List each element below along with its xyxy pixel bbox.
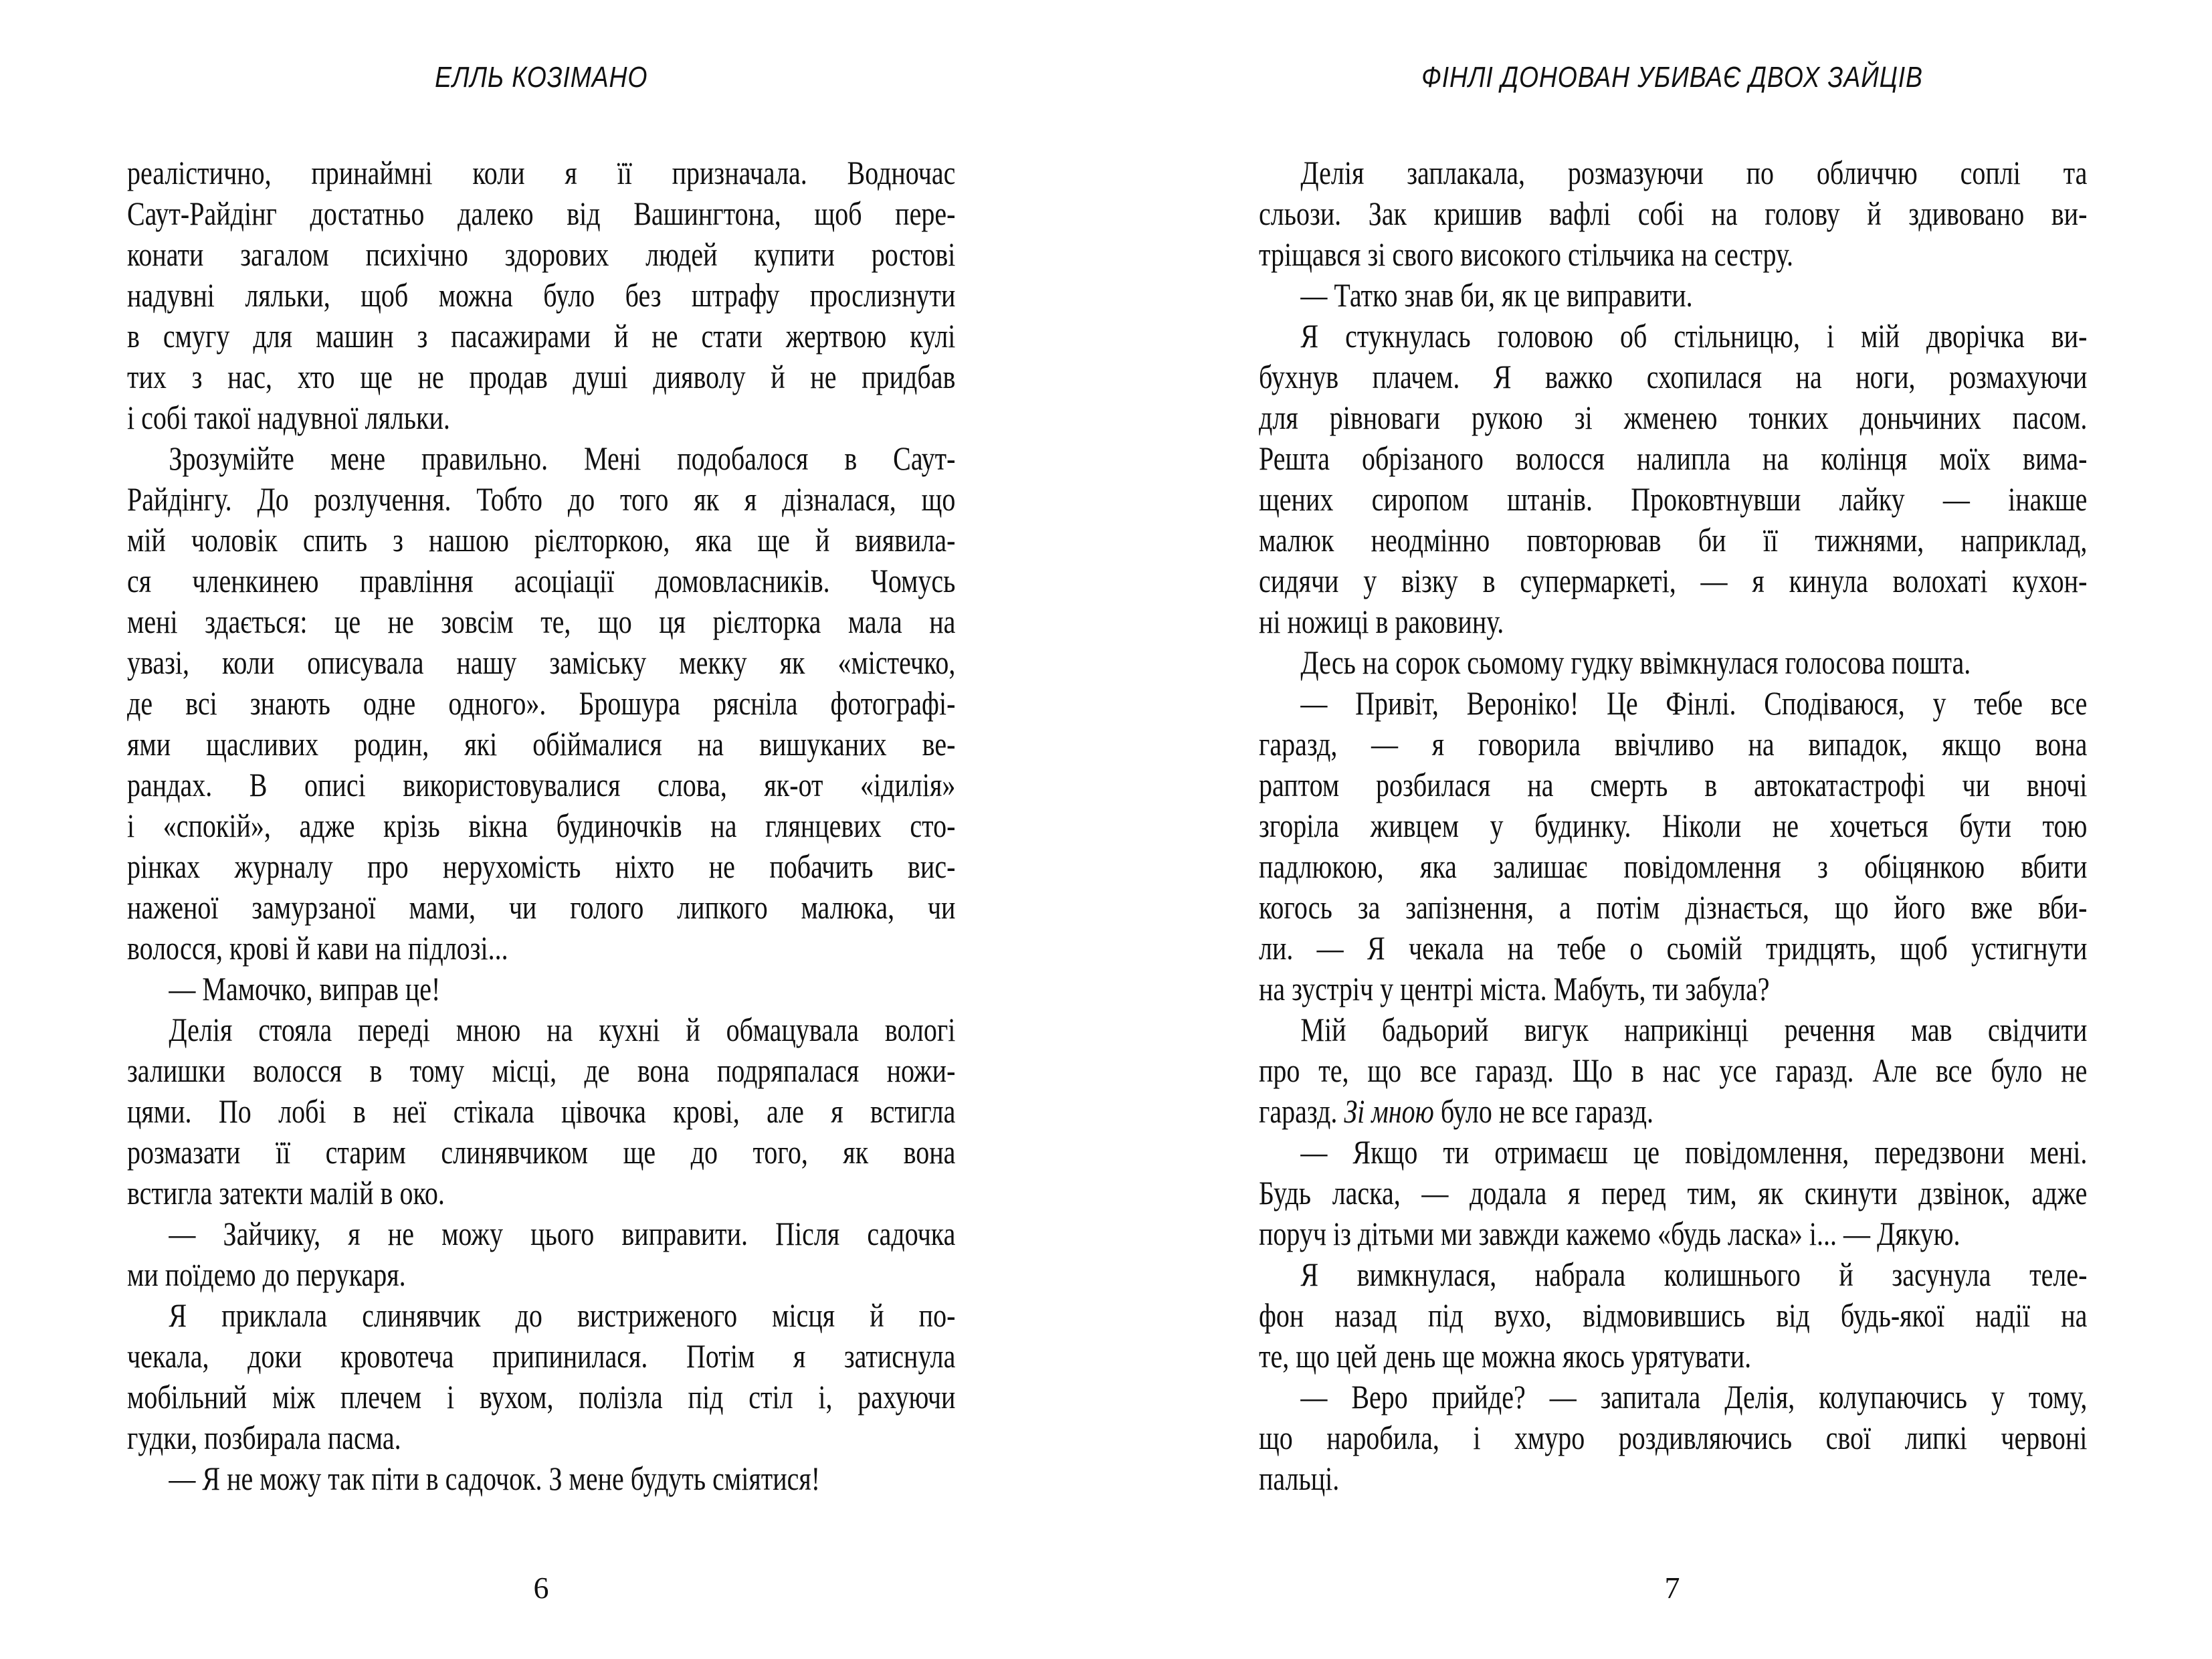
text-line: для рівноваги рукою зі жменею тонких доньчиних пасом.	[1259, 399, 2088, 436]
text-line: встигла затекти малій в око.	[127, 1174, 445, 1211]
paragraph	[1259, 1132, 2087, 1254]
running-header-author	[127, 63, 955, 92]
text-line: і «спокій», адже крізь вікна будиночків на глянцевих сто-	[127, 807, 956, 844]
text-line: Я приклала слинявчик до вистриженого місця й по-	[169, 1296, 956, 1334]
text-line: сидячи у візку в супермаркеті, — я кинула волохаті кухон-	[1259, 562, 2088, 599]
text-line: Делія заплакала, розмазуючи по обличчю соплі та	[1300, 154, 2088, 191]
paragraph	[1259, 1009, 2087, 1132]
text-line: тих з нас, хто ще не продав душі дияволу й не придбав	[127, 358, 956, 395]
text-line: Зрозумійте мене правильно. Мені подобалося в Саут-	[169, 440, 956, 477]
text-line: розмазати її старим слинявчиком ще до того, як вона	[127, 1133, 956, 1171]
paragraph	[1259, 683, 2087, 1009]
text-line: сльози. Зак кришив вафлі собі на голову й здивовано ви-	[1259, 195, 2088, 232]
page-right-text	[1259, 153, 2087, 1499]
text-line: малюк неодмінно повторював би її тижнями, наприклад,	[1259, 521, 2088, 559]
text-line: рінках журналу про нерухомість ніхто не побачить вис-	[127, 848, 956, 885]
text-line: Десь на сорок сьомому гудку ввімкнулася голосова пошта.	[1300, 644, 1971, 681]
text-line: Мій бадьорий вигук наприкінці речення мав свідчити	[1300, 1011, 2088, 1048]
running-header-author-text: ЕЛЛЬ КОЗІМАНО	[434, 61, 648, 94]
text-line: фон назад під вухо, відмовившись від будь-якої надії на	[1259, 1296, 2088, 1334]
text-line: реалістично, принаймні коли я її призначала. Водночас	[127, 154, 956, 191]
plain-text: гаразд.	[1259, 1092, 1344, 1130]
paragraph	[1259, 316, 2087, 642]
paragraph	[127, 153, 955, 438]
text-line: наженої замурзаної мами, чи голого липкого малюка, чи	[127, 888, 956, 926]
text-line: мені здається: це не зовсім те, що ця рієлторка мала на	[127, 603, 956, 640]
text-line: ми поїдемо до перукаря.	[127, 1256, 406, 1293]
text-line: Я стукнулась головою об стільницю, і мій дворічка ви-	[1300, 317, 2088, 355]
text-line: когось за запізнення, а потім дізнається, що його вже вби-	[1259, 888, 2088, 926]
page-right-number: 7	[1664, 1571, 1680, 1605]
text-line: чекала, доки кровотеча припинилася. Потім я затиснула	[127, 1337, 956, 1375]
text-line: волосся, крові й кави на підлозі...	[127, 929, 508, 967]
text-line: раптом розбилася на смерть в автокатастрофі чи вночі	[1259, 766, 2088, 803]
text-line: Саут-Райдінг достатньо далеко від Вашингтона, щоб пере-	[127, 195, 956, 232]
text-line: тріщався зі свого високого стільчика на сестру.	[1259, 235, 1793, 273]
text-line: — Я не можу так піти в садочок. З мене будуть сміятися!	[169, 1460, 821, 1497]
text-line: — Якщо ти отримаєш це повідомлення, передзвони мені.	[1300, 1133, 2088, 1171]
text-line: про те, що все гаразд. Що в нас усе гаразд. Але все було не	[1259, 1052, 2088, 1089]
text-line: ні ножиці в раковину.	[1259, 603, 1504, 640]
text-line: — Татко знав би, як це виправити.	[1300, 276, 1693, 314]
emphasis-text: Зі мною	[1344, 1092, 1434, 1130]
text-line: увазі, коли описувала нашу заміську мекку як «містечко,	[127, 644, 956, 681]
plain-text: було не все гаразд.	[1433, 1092, 1654, 1130]
text-line: Райдінгу. До розлучення. Тобто до того як я дізналася, що	[127, 480, 956, 518]
paragraph	[1259, 275, 2087, 316]
paragraph	[1259, 642, 2087, 683]
paragraph	[1259, 1254, 2087, 1377]
text-line: і собі такої надувної ляльки.	[127, 399, 450, 436]
text-line: бухнув плачем. Я важко схопилася на ноги, розмахуючи	[1259, 358, 2088, 395]
text-line: падлюкою, яка залишає повідомлення з обіцянкою вбити	[1259, 848, 2088, 885]
paragraph	[127, 1213, 955, 1295]
running-header-title-text: ФІНЛІ ДОНОВАН УБИВАЄ ДВОХ ЗАЙЦІВ	[1421, 61, 1923, 94]
text-line: Решта обрізаного волосся налипла на колінця моїх вима-	[1259, 440, 2088, 477]
text-line: поруч із дітьми ми завжди кажемо «будь ласка» і... — Дякую.	[1259, 1215, 1960, 1252]
page-left-text	[127, 153, 955, 1499]
text-line: ли. — Я чекала на тебе о сьомій тридцять, щоб устигнути	[1259, 929, 2088, 967]
text-line: цями. По лобі в неї стікала цівочка крові, але я встигла	[127, 1092, 956, 1130]
paragraph	[127, 438, 955, 969]
running-header-title	[1259, 63, 2086, 92]
text-line: ями щасливих родин, які обіймалися на вишуканих ве-	[127, 725, 956, 763]
text-line: гудки, позбирала пасма.	[127, 1419, 401, 1456]
text-line: — Веро прийде? — запитала Делія, колупаючись у тому,	[1300, 1378, 2088, 1416]
text-line: згоріла живцем у будинку. Ніколи не хочеться бути тою	[1259, 807, 2088, 844]
paragraph	[127, 969, 955, 1009]
text-line: мобільний між плечем і вухом, полізла під стіл і, рахуючи	[127, 1378, 956, 1416]
text-line: ся членкинею правління асоціації домовласників. Чомусь	[127, 562, 956, 599]
paragraph	[1259, 153, 2087, 275]
paragraph	[127, 1458, 955, 1499]
page-right	[1259, 0, 2086, 1659]
text-line: мій чоловік спить з нашою рієлторкою, яка ще й виявила-	[127, 521, 956, 559]
text-line: щених сиропом штанів. Проковтнувши лайку — інакше	[1259, 480, 2088, 518]
text-line: рандах. В описі використовувалися слова, як-от «ідилія»	[127, 766, 956, 803]
paragraph	[127, 1009, 955, 1213]
paragraph	[127, 1295, 955, 1458]
text-line: Будь ласка, — додала я перед тим, як скинути дзвінок, адже	[1259, 1174, 2088, 1211]
text-line: що наробила, і хмуро роздивляючись свої липкі червоні	[1259, 1419, 2088, 1456]
text-line: надувні ляльки, щоб можна було без штрафу прослизнути	[127, 276, 956, 314]
text-line: — Привіт, Вероніко! Це Фінлі. Сподіваюся, у тебе все	[1300, 684, 2088, 722]
text-line: Я вимкнулася, набрала колишнього й засунула теле-	[1300, 1256, 2088, 1293]
page-left-number: 6	[533, 1571, 549, 1605]
text-line: гаразд, — я говорила ввічливо на випадок, якщо вона	[1259, 725, 2088, 763]
text-line: на зустріч у центрі міста. Мабуть, ти забула?	[1259, 970, 1770, 1007]
text-line: залишки волосся в тому місці, де вона подряпалася ножи-	[127, 1052, 956, 1089]
text-line: де всі знають одне одного». Брошура рясніла фотографі-	[127, 684, 956, 722]
text-line: — Зайчику, я не можу цього виправити. Після садочка	[169, 1215, 956, 1252]
text-line	[1259, 1091, 2087, 1132]
text-line: Делія стояла переді мною на кухні й обмацувала вологі	[169, 1011, 956, 1048]
page-left	[127, 0, 955, 1659]
paragraph	[1259, 1377, 2087, 1499]
text-line: конати загалом психічно здорових людей купити ростові	[127, 235, 956, 273]
text-line: — Мамочко, виправ це!	[169, 970, 441, 1007]
text-line: в смугу для машин з пасажирами й не стати жертвою кулі	[127, 317, 956, 355]
text-line: пальці.	[1259, 1460, 1340, 1497]
text-line: те, що цей день ще можна якось урятувати.	[1259, 1337, 1752, 1375]
